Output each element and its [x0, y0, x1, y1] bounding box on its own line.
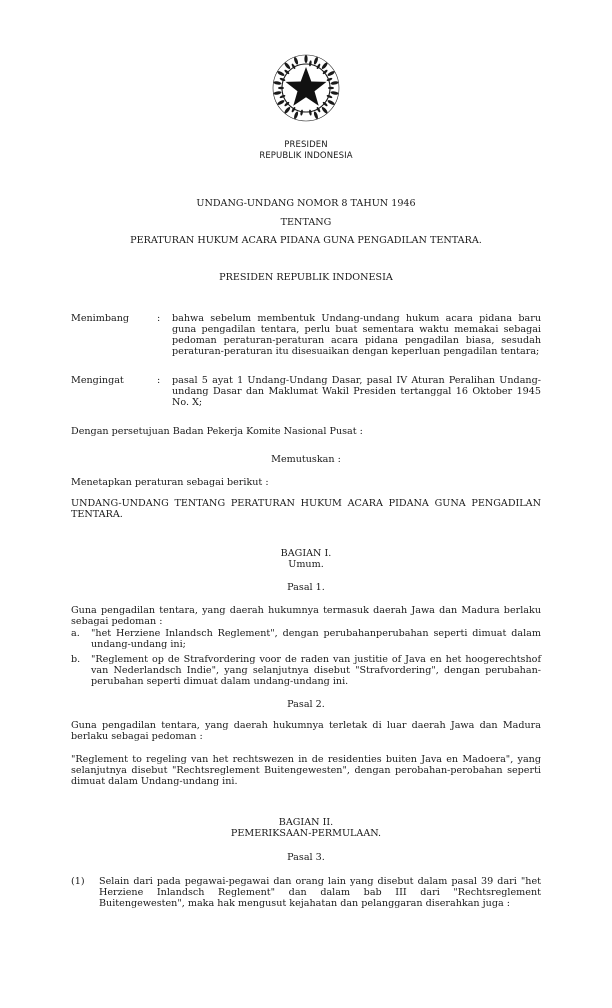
pasal2-heading: Pasal 2.	[287, 699, 325, 710]
remembering-colon: :	[157, 375, 161, 386]
remembering-text: pasal 5 ayat 1 Undang-Undang Dasar, pasal IV Aturan Peralihan Undang-undang Dasar dan Maklumat Wakil Presiden tertanggal 16 Oktober 1945 No. X;	[172, 375, 541, 408]
law-name: UNDANG-UNDANG TENTANG PERATURAN HUKUM ACARA PIDANA GUNA PENGADILAN TENTARA.	[71, 498, 541, 520]
remembering-label: Mengingat	[71, 375, 124, 386]
decides-heading: Memutuskan :	[271, 454, 341, 465]
considering-text: bahwa sebelum membentuk Undang-undang hukum acara pidana baru guna pengadilan tentara, perlu buat sementara waktu memakai sebagai pedoman peraturan-peraturan acara pidana pengadilan biasa, sesudah peraturan-peraturan itu disesuaikan dengan keperluan pengadilan tentara;	[172, 313, 541, 357]
pasal1-item-a-marker: a.	[71, 628, 80, 639]
pasal3-item-1-text: Selain dari pada pegawai-pegawai dan orang lain yang disebut dalam pasal 39 dari "het Herziene Inlandsch Reglement" dan dalam bab III dari "Rechtsreglement Buitengewesten", maka hak mengusut kejahatan dan pelanggaran diserahkan juga :	[99, 876, 541, 909]
pasal1-item-a-text: "het Herziene Inlandsch Reglement", dengan perubahanperubahan seperti dimuat dalam undang-undang ini;	[91, 628, 541, 650]
pasal2-quote: "Reglement to regeling van het rechtswezen in de residenties buiten Java en Madoera", yang selanjutnya disebut "Rechtsreglement Buitengewesten", dengan perobahan-perobahan seperti dimuat dalam Undang-undang ini.	[71, 754, 541, 787]
pasal3-item-1-marker: (1)	[71, 876, 85, 887]
approval-statement: Dengan persetujuan Badan Pekerja Komite Nasional Pusat :	[71, 426, 363, 437]
about-label: TENTANG	[280, 217, 332, 228]
pasal1-item-b-marker: b.	[71, 654, 81, 665]
pasal1-heading: Pasal 1.	[287, 582, 325, 593]
law-number-title: UNDANG-UNDANG NOMOR 8 TAHUN 1946	[196, 198, 416, 209]
garuda-star-wreath-emblem-icon	[268, 50, 344, 126]
law-subject-title: PERATURAN HUKUM ACARA PIDANA GUNA PENGADILAN TENTARA.	[130, 235, 482, 246]
part1-heading: BAGIAN I.	[280, 548, 332, 559]
pasal3-heading: Pasal 3.	[287, 852, 325, 863]
pasal1-item-b-text: "Reglement op de Strafvordering voor de raden van justitie of Java en het hoogerechtshof van Nederlandsch Indie", yang selanjutnya disebut "Strafvordering", dengan perubahan-perubahan seperti dimuat dalam undang-undang ini.	[91, 654, 541, 687]
considering-colon: :	[157, 313, 161, 324]
part2-heading: BAGIAN II.	[278, 817, 334, 828]
part1-subheading: Umum.	[288, 559, 324, 570]
part2-subheading: PEMERIKSAAN-PERMULAAN.	[230, 828, 382, 839]
establish-statement: Menetapkan peraturan sebagai berikut :	[71, 477, 269, 488]
considering-label: Menimbang	[71, 313, 130, 324]
issuer-title: PRESIDEN REPUBLIK INDONESIA	[219, 272, 393, 283]
pasal2-intro: Guna pengadilan tentara, yang daerah hukumnya terletak di luar daerah Jawa dan Madura berlaku sebagai pedoman :	[71, 720, 541, 742]
header-president: PRESIDEN	[284, 140, 328, 150]
pasal1-intro: Guna pengadilan tentara, yang daerah hukumnya termasuk daerah Jawa dan Madura berlaku sebagai pedoman :	[71, 605, 541, 627]
header-republic: REPUBLIK INDONESIA	[259, 151, 353, 161]
